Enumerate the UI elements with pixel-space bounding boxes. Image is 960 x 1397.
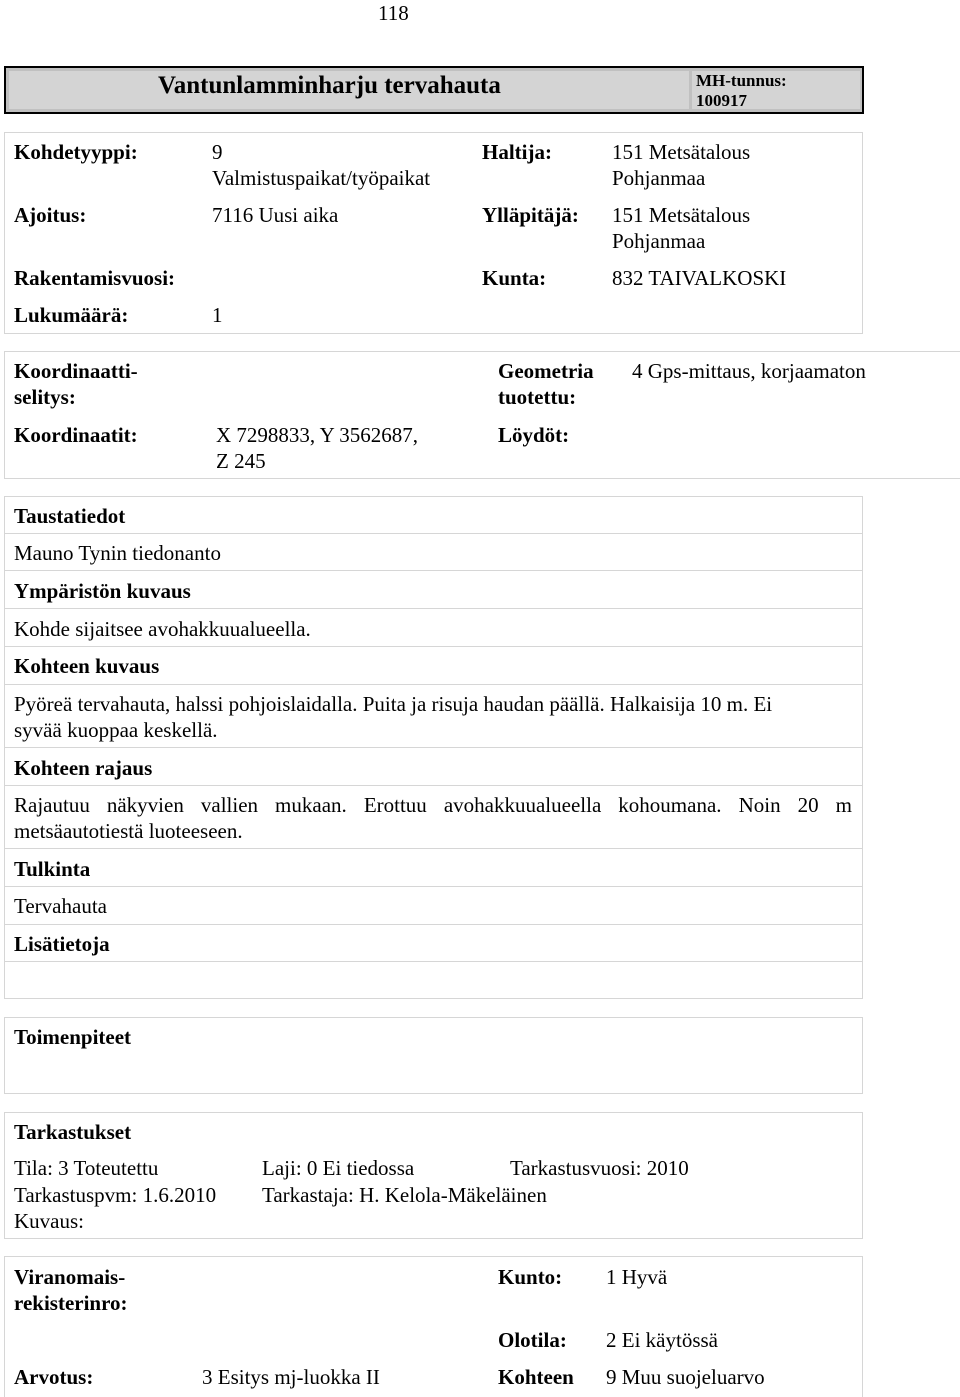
rajaus-heading: Kohteen rajaus [14,756,153,780]
row-divider [4,848,863,849]
koordinaattiselitys-label-2: selitys: [14,385,76,409]
mh-value: 100917 [696,91,747,110]
kohdetyyppi-value-2: Valmistuspaikat/työpaikat [212,166,431,190]
loydot-label: Löydöt: [498,423,570,447]
tarkastuspvm: Tarkastuspvm: 1.6.2010 [14,1183,217,1207]
row-divider [4,646,863,647]
page-title: Vantunlamminharju tervahauta [158,72,501,99]
row-divider [4,570,863,571]
kunto-label: Kunto: [498,1265,563,1289]
page-number: 118 [378,1,409,25]
koordinaatit-value-2: Z 245 [216,449,266,473]
tulkinta-heading: Tulkinta [14,857,91,881]
haltija-value-2: Pohjanmaa [612,166,706,190]
toimenpiteet-heading: Toimenpiteet [14,1025,132,1049]
kohteen-kuvaus-heading: Kohteen kuvaus [14,654,160,678]
row-divider [4,924,863,925]
kohteen-label: Kohteen [498,1365,574,1389]
koordinaatit-label: Koordinaatit: [14,423,138,447]
viranomais-label-1: Viranomais- [14,1265,126,1289]
geometria-label-1: Geometria [498,359,594,383]
yllapitaja-value-2: Pohjanmaa [612,229,706,253]
row-divider [4,886,863,887]
haltija-value-1: 151 Metsätalous [612,140,751,164]
kunta-value: 832 TAIVALKOSKI [612,266,787,290]
rajaus-line1: Rajautuu näkyvien vallien mukaan. Erottuu avohakkuualueella kohoumana. Noin 20 m [14,793,852,817]
kohteen-kuvaus-line2: syvää kuoppaa keskellä. [14,718,218,742]
mh-label: MH-tunnus: [696,71,787,90]
taustatiedot-text: Mauno Tynin tiedonanto [14,541,221,565]
tarkastus-laji: Laji: 0 Ei tiedossa [262,1156,415,1180]
geometria-value: 4 Gps-mittaus, korjaamaton [632,359,866,383]
row-divider [4,785,863,786]
haltija-label: Haltija: [482,140,552,164]
kohteen-value: 9 Muu suojeluarvo [606,1365,765,1389]
tarkastaja: Tarkastaja: H. Kelola-Mäkeläinen [262,1183,547,1207]
header-bar [4,66,864,114]
ajoitus-label: Ajoitus: [14,203,87,227]
ymparisto-heading: Ympäristön kuvaus [14,579,191,603]
kunto-value: 1 Hyvä [606,1265,668,1289]
tulkinta-text: Tervahauta [14,894,107,918]
olotila-value: 2 Ei käytössä [606,1328,718,1352]
geometria-label-2: tuotettu: [498,385,577,409]
tarkastusvuosi: Tarkastusvuosi: 2010 [510,1156,689,1180]
arvotus-label: Arvotus: [14,1365,94,1389]
arvotus-value: 3 Esitys mj-luokka II [202,1365,380,1389]
kohteen-kuvaus-line1: Pyöreä tervahauta, halssi pohjoislaidalla. Puita ja risuja haudan päällä. Halkaisija 10 m. Ei [14,692,773,716]
koordinaattiselitys-label-1: Koordinaatti- [14,359,138,383]
ymparisto-text: Kohde sijaitsee avohakkuualueella. [14,617,311,641]
row-divider [4,684,863,685]
olotila-label: Olotila: [498,1328,567,1352]
lukumaara-label: Lukumäärä: [14,303,129,327]
yllapitaja-value-1: 151 Metsätalous [612,203,751,227]
tarkastus-kuvaus: Kuvaus: [14,1209,84,1233]
viranomais-label-2: rekisterinro: [14,1291,128,1315]
row-divider [4,608,863,609]
koordinaatit-value-1: X 7298833, Y 3562687, [216,423,419,447]
lisatietoja-heading: Lisätietoja [14,932,110,956]
yllapitaja-label: Ylläpitäjä: [482,203,579,227]
toimenpiteet-box [4,1017,863,1094]
kohdetyyppi-value-1: 9 [212,140,223,164]
row-divider [4,961,863,962]
rakentamisvuosi-label: Rakentamisvuosi: [14,266,176,290]
rajaus-line2: metsäautotiestä luoteeseen. [14,819,243,843]
kohdetyyppi-label: Kohdetyyppi: [14,140,138,164]
kunta-label: Kunta: [482,266,547,290]
tarkastus-tila: Tila: 3 Toteutettu [14,1156,159,1180]
taustatiedot-heading: Taustatiedot [14,504,126,528]
ajoitus-value: 7116 Uusi aika [212,203,339,227]
row-divider [4,747,863,748]
tarkastukset-heading: Tarkastukset [14,1120,132,1144]
row-divider [4,533,863,534]
lukumaara-value: 1 [212,303,223,327]
